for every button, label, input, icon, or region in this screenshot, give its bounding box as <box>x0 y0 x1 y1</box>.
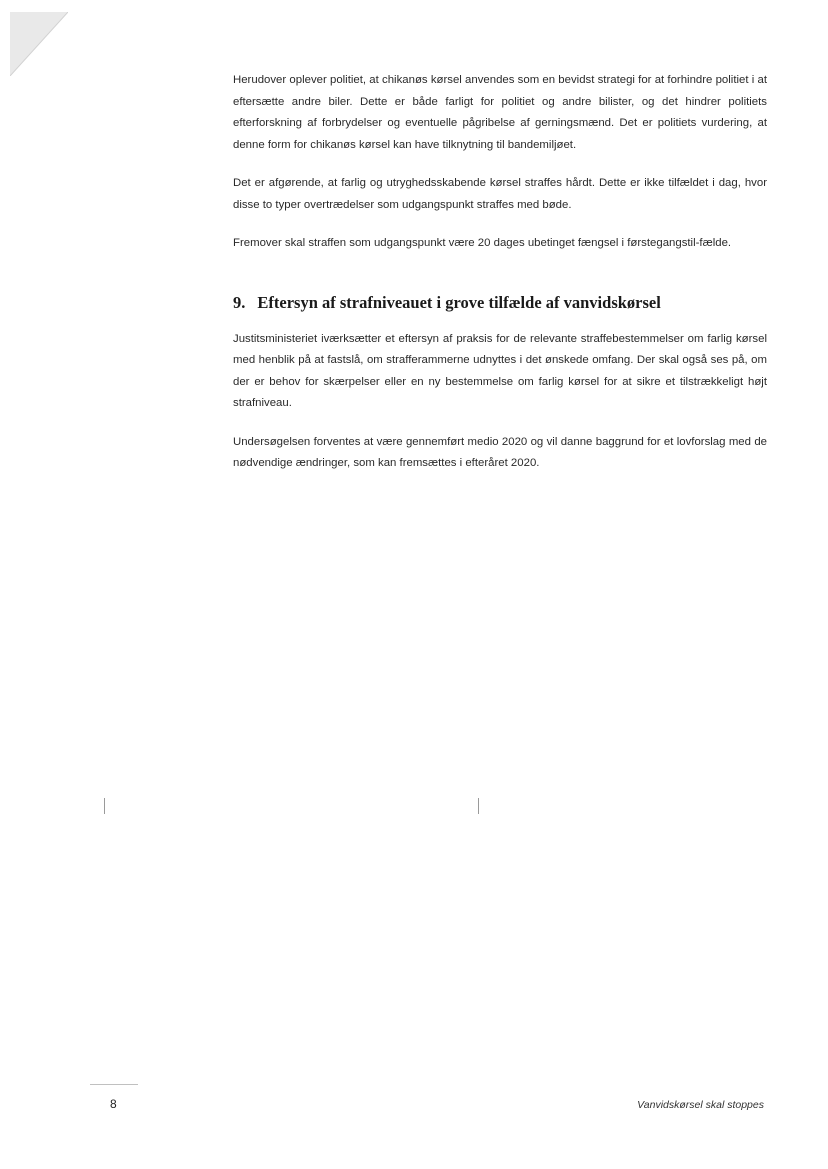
paragraph: Fremover skal straffen som udgangspunkt være 20 dages ubetinget fængsel i førstegangstil-fælde. <box>233 237 732 249</box>
scan-mark <box>104 798 105 814</box>
paragraph: Herudover oplever politiet, at chikanøs kørsel anvendes som en bevidst strategi for at forhindre politiet i at eftersætte andre biler. Dette er både farligt for politiet og andre bilister, og det hindrer politiets efterforskning af forbrydelser og eventuelle pågribelse af gerningsmænd. Det er politiets vurdering, at denne form for chikanøs kørsel kan have tilknytning til bandemiljøet. <box>233 74 767 151</box>
footer-rule <box>90 1084 138 1085</box>
scan-mark <box>478 798 479 814</box>
paragraph: Undersøgelsen forventes at være gennemført medio 2020 og vil danne baggrund for et lovforslag med de nødvendige ændringer, som kan fremsættes i efteråret 2020. <box>233 435 767 469</box>
page-fold-corner <box>10 12 68 76</box>
running-title: Vanvidskørsel skal stoppes <box>637 1099 764 1111</box>
section-title: Eftersyn af strafniveauet i grove tilfælde af vanvidskørsel <box>257 292 661 312</box>
paragraph: Det er afgørende, at farlig og utryghedsskabende kørsel straffes hårdt. Dette er ikke tilfældet i dag, hvor disse to typer overtrædelser som udgangspunkt straffes med bøde. <box>233 177 767 211</box>
document-body <box>233 70 767 475</box>
section-number: 9. <box>233 292 246 312</box>
page-number: 8 <box>110 1097 117 1111</box>
section-heading <box>233 293 767 313</box>
paragraph: Justitsministeriet iværksætter et eftersyn af praksis for de relevante straffebestemmelser om farlig kørsel med henblik på at fastslå, om strafferammerne udnyttes i det ønskede omfang. Der skal også ses på, om der er behov for skærpelser eller en ny bestemmelse om farlig kørsel for at sikre et tilstrækkeligt højt strafniveau. <box>233 332 767 409</box>
